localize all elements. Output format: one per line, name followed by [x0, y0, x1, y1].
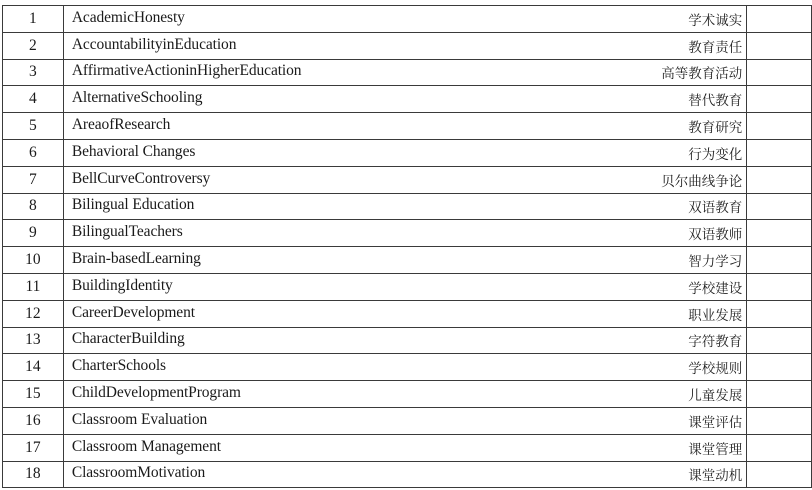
english-term: Classroom Management	[71, 437, 221, 455]
row-number: 7	[3, 166, 64, 193]
table-row	[3, 59, 812, 86]
table-row	[3, 354, 812, 381]
term-cell	[63, 32, 746, 59]
english-term: ChildDevelopmentProgram	[71, 384, 241, 402]
row-number: 6	[3, 139, 64, 166]
row-number: 3	[3, 59, 64, 86]
term-cell	[63, 407, 746, 434]
table-row	[3, 86, 812, 113]
empty-cell	[747, 32, 812, 59]
empty-cell	[747, 86, 812, 113]
row-number: 10	[3, 247, 64, 274]
chinese-translation: 高等教育活动	[661, 66, 743, 83]
row-number: 14	[3, 354, 64, 381]
english-term: AreaofResearch	[71, 116, 171, 134]
term-cell	[63, 247, 746, 274]
table-row	[3, 139, 812, 166]
row-number: 15	[3, 381, 64, 408]
row-number: 5	[3, 113, 64, 140]
empty-cell	[747, 461, 812, 488]
english-term: BuildingIdentity	[71, 276, 173, 294]
chinese-translation: 智力学习	[688, 254, 743, 271]
term-cell	[63, 434, 746, 461]
term-cell	[63, 327, 746, 354]
english-term: AffirmativeActioninHigherEducation	[71, 62, 302, 80]
chinese-translation: 字符教育	[688, 334, 743, 351]
term-cell	[63, 59, 746, 86]
empty-cell	[747, 354, 812, 381]
term-cell	[63, 86, 746, 113]
chinese-translation: 双语教师	[688, 227, 743, 244]
chinese-translation: 教育研究	[688, 120, 743, 137]
row-number: 8	[3, 193, 64, 220]
empty-cell	[747, 434, 812, 461]
row-number: 16	[3, 407, 64, 434]
empty-cell	[747, 247, 812, 274]
english-term: Brain-basedLearning	[71, 250, 201, 268]
english-term: CharterSchools	[71, 357, 166, 375]
row-number: 13	[3, 327, 64, 354]
chinese-translation: 行为变化	[688, 146, 743, 163]
chinese-translation: 学校规则	[688, 361, 743, 378]
table-row	[3, 273, 812, 300]
row-number: 17	[3, 434, 64, 461]
chinese-translation: 教育责任	[688, 39, 743, 56]
chinese-translation: 贝尔曲线争论	[661, 173, 743, 190]
table-row	[3, 300, 812, 327]
chinese-translation: 替代教育	[688, 93, 743, 110]
table-row	[3, 407, 812, 434]
empty-cell	[747, 193, 812, 220]
empty-cell	[747, 220, 812, 247]
english-term: CharacterBuilding	[71, 330, 185, 348]
row-number: 4	[3, 86, 64, 113]
row-number: 12	[3, 300, 64, 327]
empty-cell	[747, 59, 812, 86]
english-term: AlternativeSchooling	[71, 89, 203, 107]
empty-cell	[747, 407, 812, 434]
term-cell	[63, 139, 746, 166]
empty-cell	[747, 300, 812, 327]
chinese-translation: 学校建设	[688, 280, 743, 297]
english-term: AccountabilityinEducation	[71, 35, 237, 53]
empty-cell	[747, 139, 812, 166]
row-number: 18	[3, 461, 64, 488]
table-row	[3, 434, 812, 461]
row-number: 2	[3, 32, 64, 59]
chinese-translation: 课堂评估	[688, 414, 743, 431]
chinese-translation: 课堂动机	[688, 468, 743, 485]
term-cell	[63, 461, 746, 488]
term-cell	[63, 381, 746, 408]
table-row	[3, 113, 812, 140]
table-row	[3, 32, 812, 59]
row-number: 9	[3, 220, 64, 247]
term-cell	[63, 300, 746, 327]
english-term: CareerDevelopment	[71, 303, 195, 321]
term-cell	[63, 220, 746, 247]
empty-cell	[747, 381, 812, 408]
english-term: BilingualTeachers	[71, 223, 183, 241]
english-term: AcademicHonesty	[71, 8, 185, 26]
english-term: Classroom Evaluation	[71, 410, 208, 428]
term-cell	[63, 113, 746, 140]
empty-cell	[747, 273, 812, 300]
table-row	[3, 327, 812, 354]
glossary-table	[2, 5, 812, 488]
term-cell	[63, 193, 746, 220]
chinese-translation: 双语教育	[688, 200, 743, 217]
chinese-translation: 学术诚实	[688, 12, 743, 29]
table-row	[3, 166, 812, 193]
term-cell	[63, 354, 746, 381]
row-number: 1	[3, 6, 64, 33]
chinese-translation: 课堂管理	[688, 441, 743, 458]
empty-cell	[747, 113, 812, 140]
table-row	[3, 6, 812, 33]
empty-cell	[747, 6, 812, 33]
table-row	[3, 193, 812, 220]
table-row	[3, 461, 812, 488]
term-cell	[63, 6, 746, 33]
english-term: BellCurveControversy	[71, 169, 211, 187]
chinese-translation: 职业发展	[688, 307, 743, 324]
term-cell	[63, 166, 746, 193]
term-cell	[63, 273, 746, 300]
english-term: Bilingual Education	[71, 196, 195, 214]
english-term: Behavioral Changes	[71, 142, 196, 160]
empty-cell	[747, 327, 812, 354]
english-term: ClassroomMotivation	[71, 464, 206, 482]
table-row	[3, 381, 812, 408]
empty-cell	[747, 166, 812, 193]
chinese-translation: 儿童发展	[688, 388, 743, 405]
glossary-table-body	[3, 6, 812, 488]
row-number: 11	[3, 273, 64, 300]
table-row	[3, 220, 812, 247]
table-row	[3, 247, 812, 274]
